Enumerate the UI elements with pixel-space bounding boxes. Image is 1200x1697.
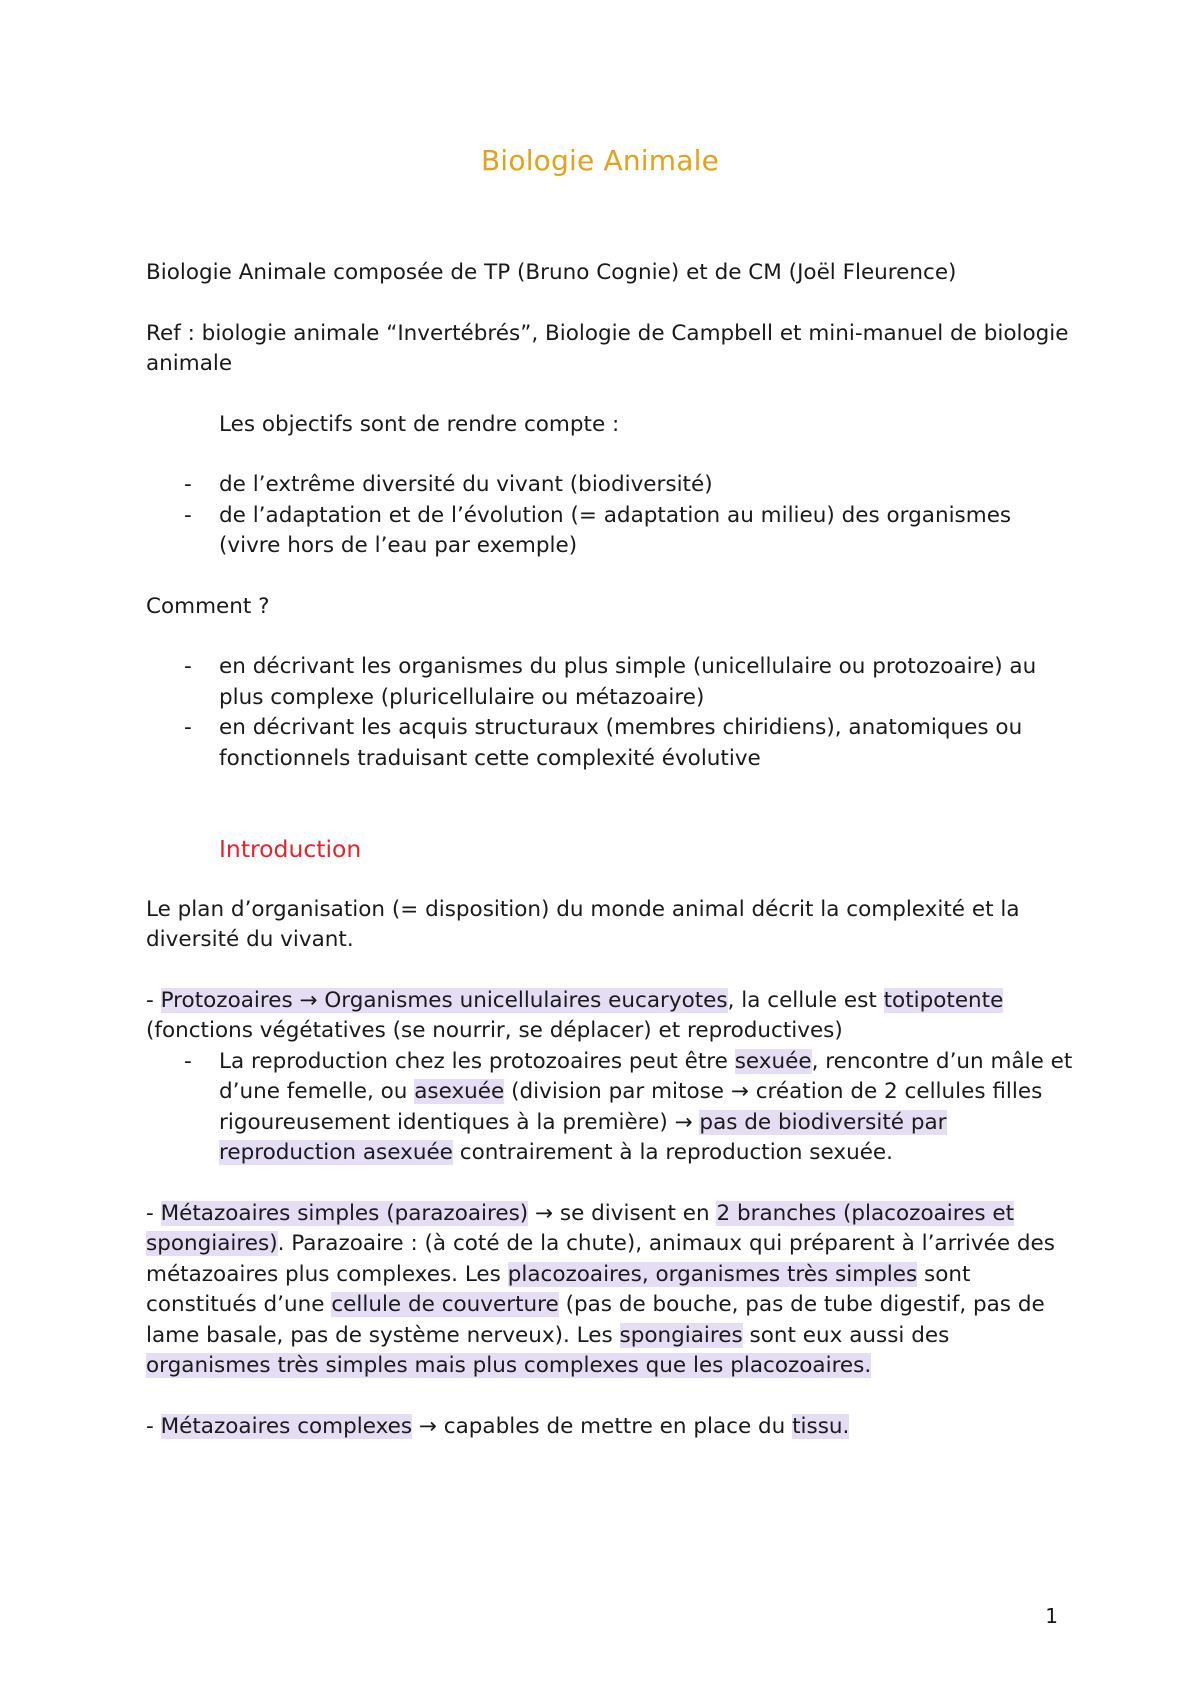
text: , la cellule est <box>727 987 884 1013</box>
highlight: spongiaires <box>619 1322 743 1348</box>
dash: - <box>146 1200 161 1226</box>
highlight: organismes très simples mais plus complexes que les placozoaires. <box>146 1353 872 1378</box>
document-title: Biologie Animale <box>480 144 720 177</box>
highlight: pas de biodiversité par reproduction asexuée <box>219 1109 947 1165</box>
protozoaires-sublist <box>146 1047 1076 1169</box>
metazoaires-simples-paragraph <box>146 1199 1076 1382</box>
document-body <box>146 258 1076 1442</box>
text: → capables de mettre en place du <box>412 1413 793 1439</box>
organisation-plan-paragraph: Le plan d’organisation (= disposition) du monde animal décrit la complexité et la diversité du vivant. <box>146 896 1020 952</box>
dash: - <box>146 987 161 1013</box>
highlight: tissu. <box>792 1413 850 1439</box>
list-item: - de l’adaptation et de l’évolution (= adaptation au milieu) des organismes (vivre hors de l’eau par exemple) <box>146 501 1076 562</box>
highlight: Protozoaires → Organismes unicellulaires eucaryotes <box>160 987 728 1013</box>
text: (pas de bouche, pas de tube digestif, pas de lame basale, pas de système nerveux). Les <box>146 1292 1045 1348</box>
text: La reproduction chez les protozoaires peut être <box>219 1048 735 1074</box>
highlight: 2 branches (placozoaires et spongiaires) <box>146 1200 1015 1256</box>
text: (fonctions végétatives (se nourrir, se déplacer) et reproductives) <box>146 1018 843 1043</box>
highlight: asexuée <box>414 1079 505 1104</box>
list-item: - de l’extrême diversité du vivant (biodiversité) <box>146 470 1076 501</box>
text: (division par mitose → création de 2 cellules filles rigoureusement identiques à la première) → <box>219 1079 1043 1135</box>
list-item: - en décrivant les organismes du plus simple (unicellulaire ou protozoaire) au plus complexe (pluricellulaire ou métazoaire) <box>146 652 1076 713</box>
comment-list <box>146 652 1076 774</box>
section-heading-introduction: Introduction <box>219 835 362 863</box>
references: Ref : biologie animale “Invertébrés”, Biologie de Campbell et mini-manuel de biologie animale <box>146 320 1069 376</box>
metazoaires-complexes-paragraph <box>146 1412 1076 1443</box>
course-composition: Biologie Animale composée de TP (Bruno Cognie) et de CM (Joël Fleurence) <box>146 260 957 285</box>
text: contrairement à la reproduction sexuée. <box>452 1140 893 1165</box>
text: sont constitués d’une <box>146 1261 971 1317</box>
text: → se divisent en <box>528 1200 717 1226</box>
highlight: cellule de couverture <box>331 1292 559 1317</box>
highlight: placozoaires, organismes très simples <box>507 1261 918 1287</box>
text: sont eux aussi des <box>742 1322 950 1348</box>
protozoaires-paragraph <box>146 986 1076 1047</box>
text: . Parazoaire : (à coté de la chute), animaux qui préparent à l’arrivée des métazoaires plus complexes. Les <box>146 1231 1055 1287</box>
text: , rencontre d’un mâle et d’une femelle, ou <box>219 1048 1073 1104</box>
list-item <box>146 1047 1076 1169</box>
objectives-heading: Les objectifs sont de rendre compte : <box>219 411 620 437</box>
comment-heading: Comment ? <box>146 593 270 619</box>
highlight: Métazoaires complexes <box>160 1413 413 1439</box>
objectives-list <box>146 470 1076 562</box>
page-number: 1 <box>1045 1604 1058 1628</box>
highlight: Métazoaires simples (parazoaires) <box>160 1200 529 1226</box>
list-item: - en décrivant les acquis structuraux (membres chiridiens), anatomiques ou fonctionnels traduisant cette complexité évolutive <box>146 713 1076 774</box>
highlight: totipotente <box>883 987 1004 1013</box>
dash: - <box>146 1413 161 1439</box>
highlight: sexuée <box>734 1048 812 1074</box>
